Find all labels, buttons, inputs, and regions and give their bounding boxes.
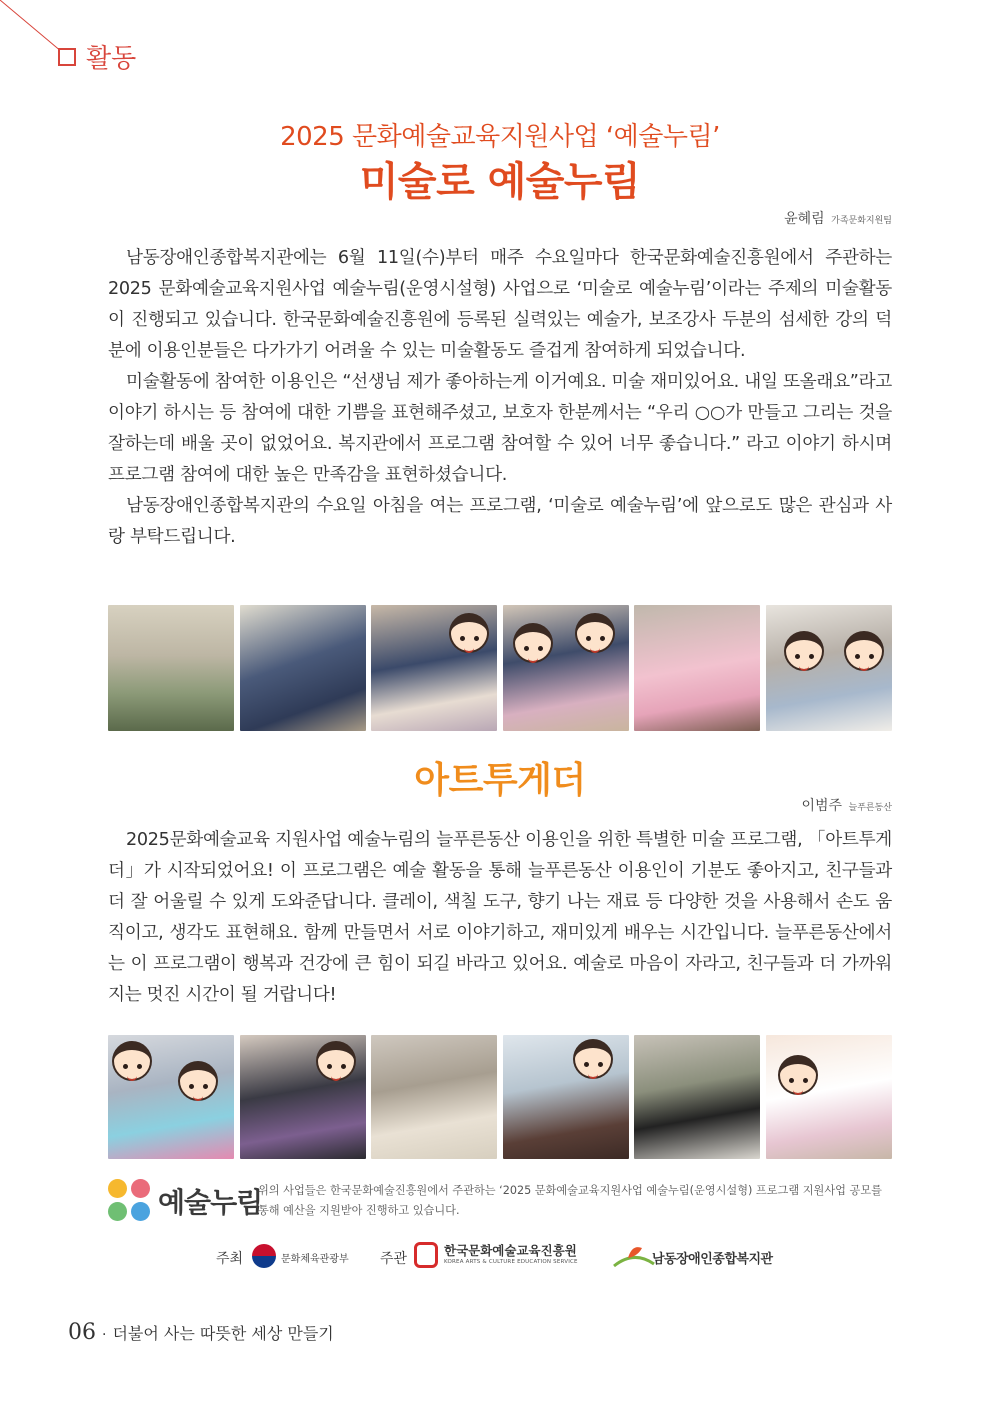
article1-body: [108, 243, 892, 553]
sticker-face-icon: [178, 1061, 218, 1101]
sticker-face-icon: [513, 623, 553, 663]
host-name: 문화체육관광부: [281, 1254, 349, 1265]
section-tag: [58, 38, 136, 75]
article1-subtitle: 2025 문화예술교육지원사업 ‘예술누림’: [280, 122, 720, 152]
sticker-face-icon: [449, 613, 489, 653]
activity-photo: [766, 605, 892, 731]
brand-name: 예술누림: [158, 1186, 263, 1219]
host-label: 주최: [216, 1251, 244, 1267]
sticker-face-icon: [844, 631, 884, 671]
activity-photo: [766, 1035, 892, 1159]
author-dept: 늘푸른동산: [848, 803, 892, 813]
welfare-center-logo-icon: [612, 1242, 656, 1270]
activity-photo: [503, 1035, 629, 1159]
page-number: 06: [68, 1320, 96, 1345]
article1-title: 미술로 예술누림: [359, 159, 641, 205]
paragraph: 남동장애인종합복지관의 수요일 아침을 여는 프로그램, ‘미술로 예술누림’에 앞으로도 많은 관심과 사랑 부탁드립니다.: [108, 496, 892, 547]
funding-notice: 위의 사업들은 한국문화예술진흥원에서 주관하는 ‘2025 문화예술교육지원사업 예술누림(운영시설형) 프로그램 지원사업 공모를 통해 예산을 지원받아 진행하고 있습니다.: [258, 1184, 882, 1217]
article1-author: [784, 208, 892, 228]
organizer-name: 한국문화예술교육진흥원: [444, 1243, 577, 1258]
paragraph: 2025문화예술교육 지원사업 예술누림의 늘푸른동산 이용인을 위한 특별한 미술 프로그램, 「아트투게더」가 시작되었어요! 이 프로그램은 예술 활동을 통해 늘푸른동산 이용인이 기분도 좋아지고, 친구들과 더 잘 어울릴 수 있게 도와준답니다. 클레이, 색칠 도구, 향기 나는 재료 등 다양한 것을 사용해서 손도 움직이고, 생각도 표현해요. 함께 만들면서 서로 이야기하고, 재미있게 배우는 시간입니다. 늘푸른동산에서는 이 프로그램이 행복과 건강에 큰 힘이 되길 바라고 있어요. 예술로 마음이 자라고, 친구들과 더 가까워지는 멋진 시간이 될 거랍니다!: [108, 830, 892, 1005]
sticker-face-icon: [784, 631, 824, 671]
activity-photo: [240, 1035, 366, 1159]
magazine-title: 더불어 사는 따뜻한 세상 만들기: [112, 1324, 334, 1343]
article2-title: 아트투게더: [414, 760, 586, 801]
paragraph: 남동장애인종합복지관에는 6월 11일(수)부터 매주 수요일마다 한국문화예술진흥원에서 주관하는 2025 문화예술교육지원사업 예술누림(운영시설형) 사업으로 ‘미술로 예술누림’이라는 주제의 미술활동이 진행되고 있습니다. 한국문화예술진흥원에 등록된 실력있는 예술가, 보조강사 두분의 섬세한 강의 덕분에 이용인분들은 다가가기 어려울 수 있는 미술활동도 즐겁게 참여하게 되었습니다.: [108, 248, 892, 361]
author-name: 이범주: [801, 798, 843, 814]
footer-separator: ·: [102, 1327, 107, 1343]
activity-photo: [634, 605, 760, 731]
brand-icon: [108, 1179, 152, 1223]
article2-body: [108, 825, 892, 1011]
activity-photo: [108, 1035, 234, 1159]
section-label: 활동: [86, 44, 137, 74]
article2-author: [801, 795, 892, 815]
activity-photo: [371, 605, 497, 731]
photo-strip-2: [108, 1035, 892, 1159]
sticker-face-icon: [573, 1039, 613, 1079]
activity-photo: [108, 605, 234, 731]
activity-photo: [240, 605, 366, 731]
taegeuk-logo-icon: [252, 1244, 276, 1268]
page-footer: [68, 1320, 334, 1345]
author-dept: 가족문화지원팀: [831, 216, 892, 226]
kaces-logo-icon: [414, 1242, 438, 1268]
square-icon: [58, 48, 76, 66]
sponsor-row: [0, 1238, 1000, 1278]
activity-photo: [503, 605, 629, 731]
partner-name: 남동장애인종합복지관: [652, 1252, 773, 1267]
activity-photo: [371, 1035, 497, 1159]
brand-logo: [108, 1179, 262, 1223]
activity-photo: [634, 1035, 760, 1159]
paragraph: 미술활동에 참여한 이용인은 “선생님 제가 좋아하는게 이거예요. 미술 재미있어요. 내일 또올래요”라고 이야기 하시는 등 참여에 대한 기쁨을 표현해주셨고, 보호자 한분께서는 “우리 ○○가 만들고 그리는 것을 잘하는데 배울 곳이 없었어요. 복지관에서 프로그램 참여할 수 있어 너무 좋습니다.” 라고 이야기 하시며 프로그램 참여에 대한 높은 만족감을 표현하셨습니다.: [108, 372, 892, 485]
author-name: 윤혜림: [784, 211, 825, 227]
organizer-label: 주관: [380, 1251, 408, 1267]
sticker-face-icon: [575, 613, 615, 653]
sticker-face-icon: [112, 1041, 152, 1081]
sticker-face-icon: [316, 1041, 356, 1081]
sticker-face-icon: [778, 1055, 818, 1095]
photo-strip-1: [108, 605, 892, 731]
organizer-name-en: KOREA ARTS & CULTURE EDUCATION SERVICE: [444, 1259, 578, 1265]
